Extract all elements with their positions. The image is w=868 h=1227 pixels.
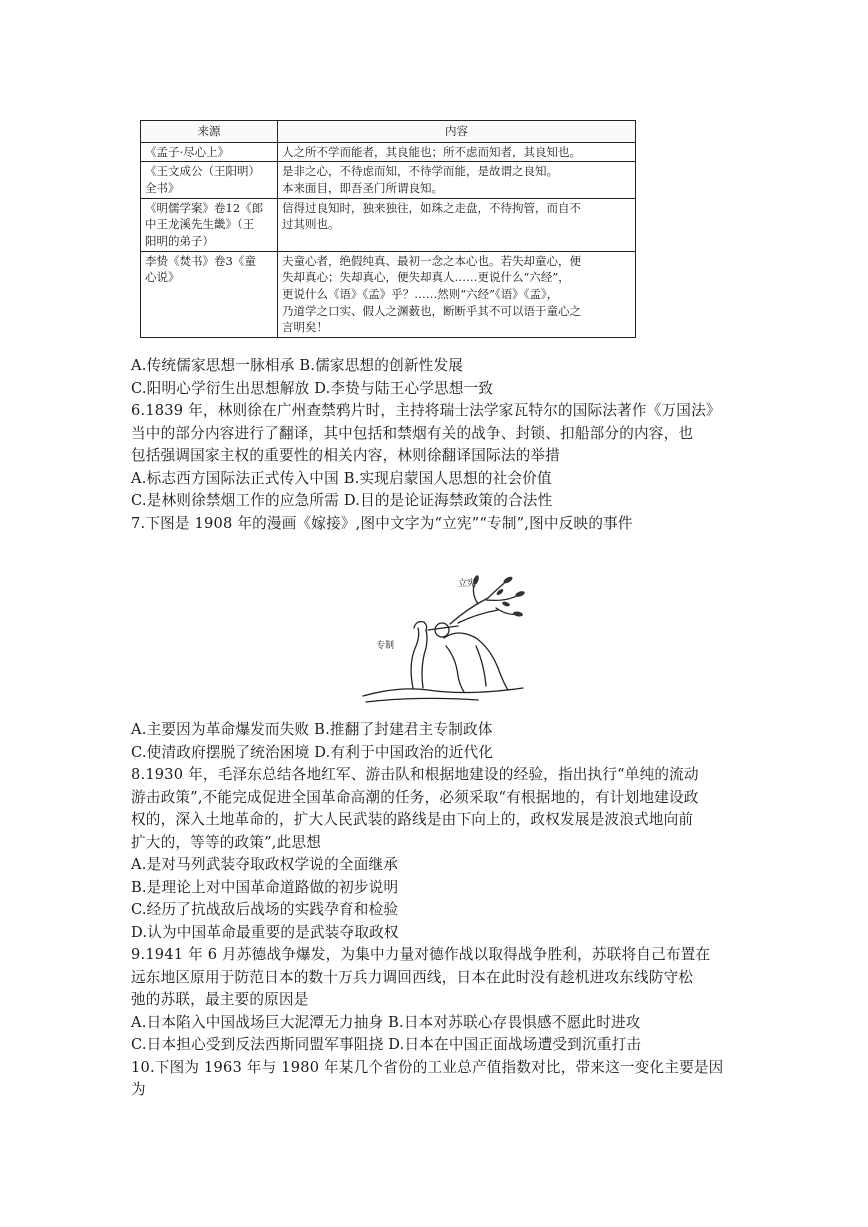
q6-stem-line: 6.1839 年，林则徐在广州查禁鸦片时，主持将瑞士法学家瓦特尔的国际法著作《万国法》 [131, 402, 721, 419]
source-cell: 李贽《焚书》卷3《童 心说》 [141, 251, 278, 337]
q10-stem-line: 为 [131, 1081, 146, 1098]
grafting-cartoon [358, 568, 526, 708]
header-content: 内容 [278, 121, 636, 143]
q9-stem-line: 远东地区原用于防范日本的数十万兵力调回西线，日本在此时没有趁机进攻东线防守松 [131, 968, 694, 986]
q6-stem-line: 包括强调国家主权的重要性的相关内容，林则徐翻译国际法的举措 [131, 447, 561, 464]
source-content-table [140, 120, 636, 338]
q9-option-line: A.日本陷入中国战场巨大泥潭无力抽身 B.日本对苏联心存畏惧感不愿此时进攻 [131, 1013, 641, 1031]
content-cell: 人之所不学而能者，其良能也；所不虑而知者，其良知也。 [278, 142, 636, 162]
q6-option-line: C.是林则徐禁烟工作的应急所需 D.目的是论证海禁政策的合法性 [131, 492, 553, 509]
q5-option-line: C.阳明心学衍生出思想解放 D.李贽与陆王心学思想一致 [131, 379, 494, 397]
source-cell: 《王文成公（王阳明） 全书》 [141, 162, 278, 198]
q9-option-line: C.日本担心受到反法西斯同盟军事阻挠 D.日本在中国正面战场遭受到沉重打击 [131, 1036, 642, 1053]
q8-stem-line: 8.1930 年，毛泽东总结各地红军、游击队和根据地建设的经验，指出执行“单纯的流动 [131, 766, 699, 783]
content-cell: 信得过良知时，独来独往，如珠之走盘，不待拘管，而自不 过其则也。 [278, 198, 636, 251]
q7-option-line: A.主要因为革命爆发而失败 B.推翻了封建君主专制政体 [131, 721, 493, 738]
q8-option-line: B.是理论上对中国革命道路做的初步说明 [131, 878, 399, 896]
q8-stem-line: 扩大的，等等的政策”,此思想 [131, 833, 322, 851]
q5-option-line: A.传统儒家思想一脉相承 B.儒家思想的创新性发展 [131, 357, 464, 374]
content-cell: 是非之心，不待虑而知，不待学而能，是故谓之良知。 本来面目，即吾圣门所谓良知。 [278, 162, 636, 198]
question-block [131, 355, 743, 535]
q7-option-line: C.使清政府摆脱了统治困境 D.有利于中国政治的近代化 [131, 743, 494, 761]
q8-option-line: A.是对马列武装夺取政权学说的全面继承 [131, 856, 399, 873]
q8-stem-line: 权的，深入土地革命的，扩大人民武装的路线是由下向上的，政权发展是波浪式地向前 [131, 811, 694, 828]
question-block [131, 719, 743, 1102]
q7-stem-line: 7.下图是 1908 年的漫画《嫁接》,图中文字为“立宪”“专制”,图中反映的事件 [131, 514, 633, 532]
q6-stem-line: 当中的部分内容进行了翻译，其中包括和禁烟有关的战争、封锁、扣船部分的内容，也 [131, 424, 694, 442]
q8-stem-line: 游击政策”,不能完成促进全国革命高潮的任务，必须采取“有根据地的，有计划地建设政 [131, 788, 699, 806]
header-source: 来源 [141, 121, 278, 143]
table-row [141, 142, 636, 162]
cartoon-label-bottom: 专制 [376, 641, 395, 651]
table-header-row [141, 121, 636, 143]
content-cell: 夫童心者，绝假纯真、最初一念之本心也。若失却童心，便 失却真心；失却真心，便失却真人……更说什么“六经”， 更说什么《语》《孟》乎？……然则“六经”《语》《孟》， 乃道学之口实、假人之渊薮也，断断乎其不可以语于童心之 言明矣！ [278, 251, 636, 337]
q8-option-line: C.经历了抗战敌后战场的实践孕育和检验 [131, 901, 399, 918]
table-row [141, 198, 636, 251]
table-row [141, 162, 636, 198]
q6-option-line: A.标志西方国际法正式传入中国 B.实现启蒙国人思想的社会价值 [131, 469, 552, 487]
source-cell: 《孟子·尽心上》 [141, 142, 278, 162]
q10-stem-line: 10.下图为 1963 年与 1980 年某几个省份的工业总产值指数对比，带来这一变化主要是因 [131, 1058, 724, 1076]
source-cell: 《明儒学案》卷12《郎 中王龙溪先生畿》（王 阳明的弟子） [141, 198, 278, 251]
cartoon-label-top: 立宪 [458, 579, 477, 589]
q9-stem-line: 弛的苏联，最主要的原因是 [131, 991, 309, 1008]
table-row [141, 251, 636, 337]
q8-option-line: D.认为中国革命最重要的是武装夺取政权 [131, 923, 399, 941]
q9-stem-line: 9.1941 年 6 月苏德战争爆发，为集中力量对德作战以取得战争胜利，苏联将自己布置在 [131, 946, 711, 963]
